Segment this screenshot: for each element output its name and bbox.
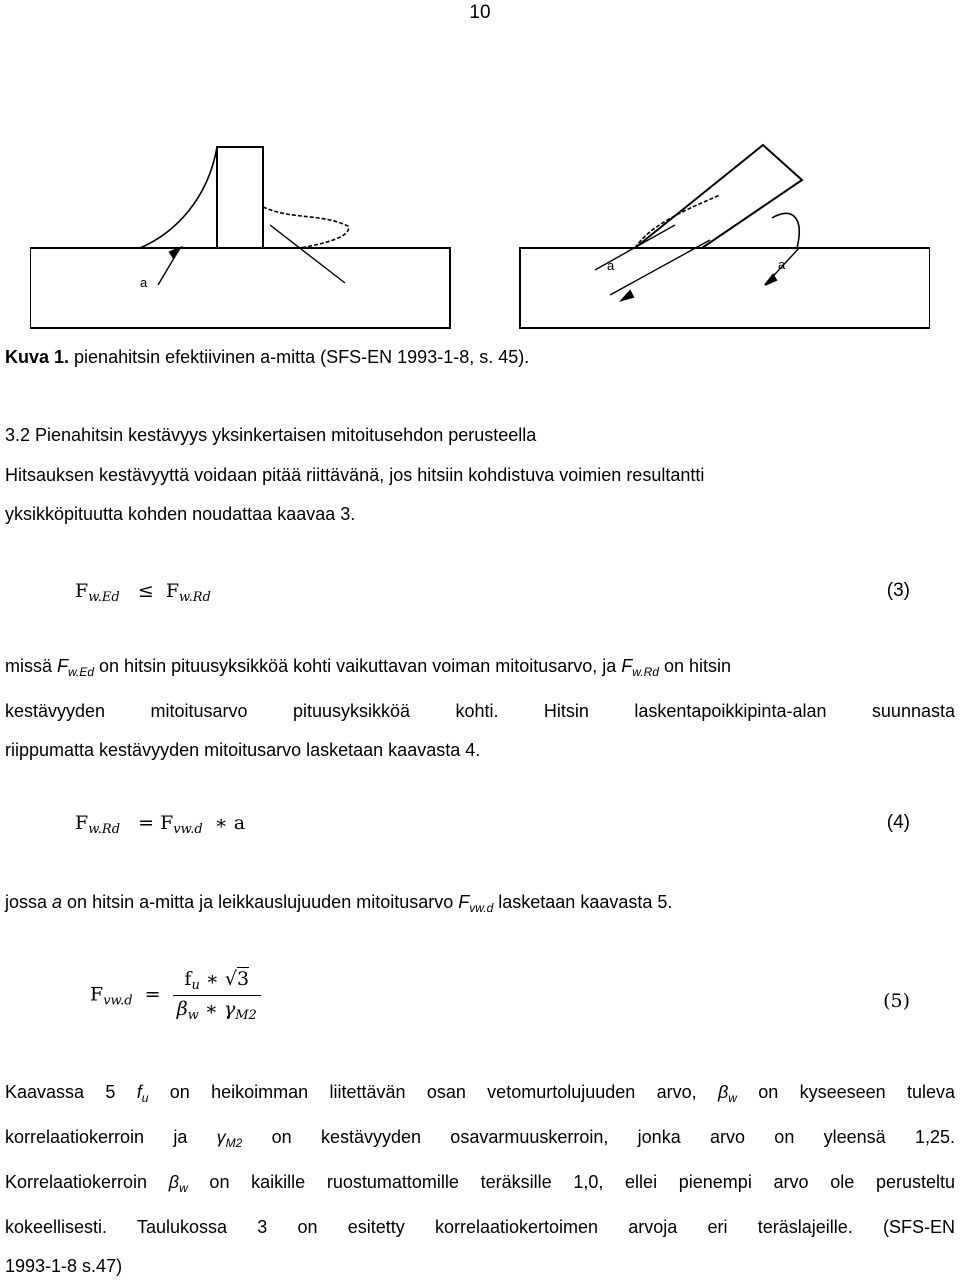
figure-caption bbox=[5, 347, 529, 368]
right-base-plate bbox=[520, 248, 930, 328]
para4-line-5: 1993-1-8 s.47) bbox=[5, 1256, 123, 1276]
left-weld-left bbox=[140, 147, 217, 248]
caption-text: pienahitsin efektiivinen a-mitta (SFS-EN 1993-1-8, s. 45). bbox=[69, 347, 530, 367]
para2-line-2: kestävyyden mitoitusarvo pituusyksikköä kohti. Hitsin laskentapoikkipinta-alan suunnasta bbox=[5, 701, 955, 721]
left-vertical-plate bbox=[217, 147, 263, 248]
right-arrowhead-1 bbox=[622, 291, 633, 300]
weld-figure bbox=[30, 125, 930, 335]
equation-5-fraction: $\frac{f_u ∗ √3}{\beta_w ∗ \gamma_{M2}}$ bbox=[173, 968, 261, 1023]
left-base-plate bbox=[30, 248, 450, 328]
equation-4: $F_{w.Rd}$ = $F_{vw.d}$ ∗ a bbox=[75, 812, 246, 837]
page-number: 10 bbox=[469, 2, 491, 23]
para4-line-4: kokeellisesti. Taulukossa 3 on esitetty korrelaatiokertoimen arvoja eri teräslajeille. (SFS-EN bbox=[5, 1217, 955, 1237]
equation-4-number: (4) bbox=[886, 812, 910, 833]
para4-line-2: korrelaatiokerroin ja $\gamma_{M2}$ on kestävyyden osavarmuuskerroin, jonka arvo on yleensä 1,25. bbox=[5, 1127, 955, 1150]
left-arrowhead bbox=[170, 248, 180, 257]
intro-line-1: Hitsauksen kestävyyttä voidaan pitää riittävänä, jos hitsiin kohdistuva voimien resultantti bbox=[5, 465, 705, 485]
right-arrowhead-2 bbox=[765, 275, 776, 285]
left-weld-right bbox=[263, 207, 349, 248]
para4-line-1: Kaavassa 5 $f_u$ on heikoimman liitettävän osan vetomurtolujuuden arvo, $\beta_w$ on kyseeseen tuleva bbox=[5, 1082, 956, 1105]
para2-line-1: missä $F_{w.Ed}$ on hitsin pituusyksikköä kohti vaikuttavan voiman mitoitusarvo, ja $F_{w.Rd}$ on hitsin bbox=[5, 656, 732, 679]
label-a-left: a bbox=[140, 275, 148, 290]
para4-line-3: Korrelaatiokerroin $\beta_w$ on kaikille ruostumattomille teräksille 1,0, ellei pienempi arvo ole perusteltu bbox=[5, 1172, 955, 1195]
equation-3-number: (3) bbox=[886, 580, 910, 601]
para2-line-3: riippumatta kestävyyden mitoitusarvo lasketaan kaavasta 4. bbox=[5, 740, 481, 760]
paragraph-3: jossa a on hitsin a-mitta ja leikkauslujuuden mitoitusarvo $F_{vw.d}$ lasketaan kaavasta 5. bbox=[5, 892, 673, 915]
left-throat-right bbox=[270, 225, 345, 283]
label-a-right-upper: a bbox=[778, 257, 786, 272]
intro-paragraph bbox=[5, 456, 955, 534]
equation-5: $F_{vw.d}$ = $\frac{f_u ∗ √3}{\beta_w ∗ \gamma_{M2}}$ bbox=[90, 968, 261, 1023]
equation-5-number: (5) bbox=[883, 990, 910, 1012]
equation-3: $F_{w.Ed}$ ≤ $F_{w.Rd}$ bbox=[75, 580, 211, 605]
right-weld-right bbox=[772, 213, 799, 248]
paragraph-4 bbox=[5, 1073, 955, 1286]
paragraph-2 bbox=[5, 647, 955, 770]
caption-label: Kuva 1. bbox=[5, 347, 70, 367]
section-heading: 3.2 Pienahitsin kestävyys yksinkertaisen mitoitusehdon perusteella bbox=[5, 425, 537, 445]
label-a-right-lower: a bbox=[607, 258, 615, 273]
intro-line-2: yksikköpituutta kohden noudattaa kaavaa 3. bbox=[5, 504, 356, 524]
